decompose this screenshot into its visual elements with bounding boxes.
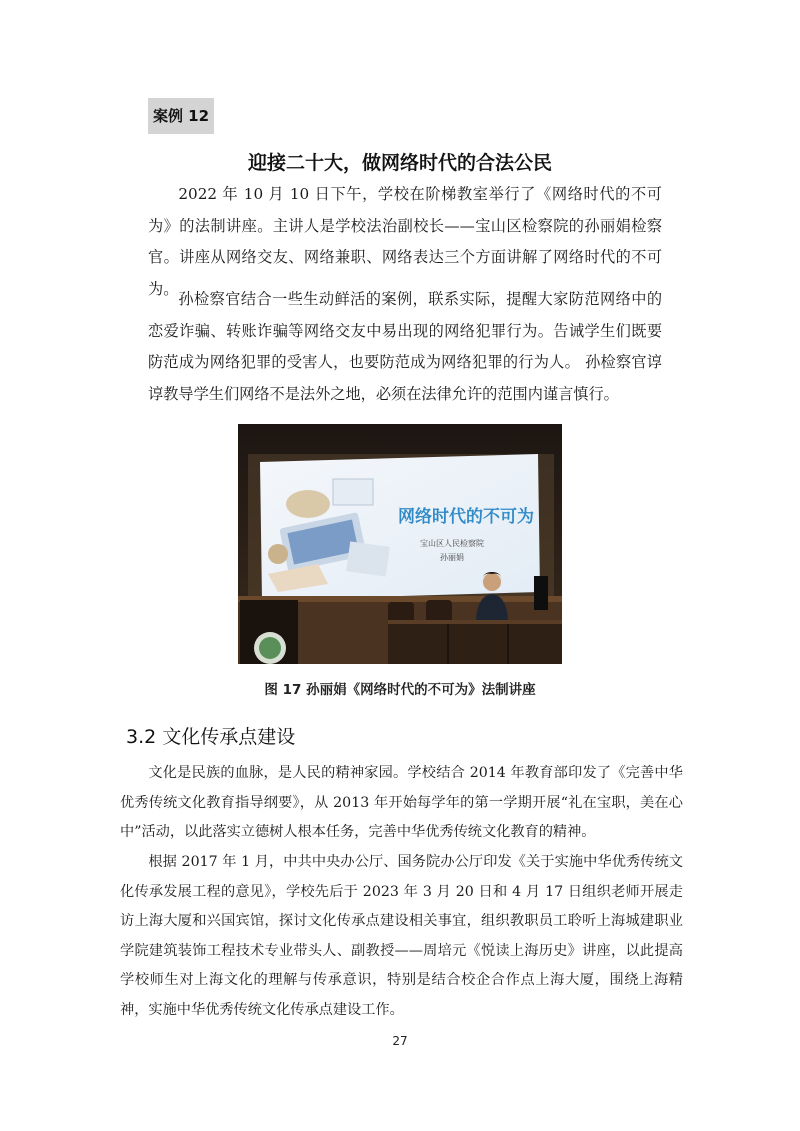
lecture-photo (238, 424, 562, 664)
figure-caption: 图 17 孙丽娟《网络时代的不可为》法制讲座 (264, 682, 536, 698)
article-paragraph-2: 孙检察官结合一些生动鲜活的案例，联系实际，提醒大家防范网络中的恋爱诈骗、转账诈骗等网络交友中易出现的网络犯罪行为。告诫学生们既要防范成为网络犯罪的受害人，也要防范成为网络犯罪的行为人。 孙检察官谆谆教导学生们网络不是法外之地，必须在法律允许的范围内谨言慎行。 (148, 290, 662, 403)
slide-org: 宝山区人民检察院 (420, 539, 484, 548)
slide-speaker: 孙丽娟 (440, 553, 464, 562)
article-title: 迎接二十大，做网络时代的合法公民 (247, 152, 552, 174)
article-paragraph-1: 2022 年 10 月 10 日下午，学校在阶梯教室举行了《网络时代的不可为》的法制讲座。主讲人是学校法治副校长——宝山区检察院的孙丽娟检察官。讲座从网络交友、网络兼职、网络表达三个方面讲解了网络时代的不可为。 (148, 185, 662, 298)
case-label: 案例 12 (148, 98, 214, 134)
slide-title: 网络时代的不可为 (398, 507, 534, 527)
section-paragraph-2: 根据 2017 年 1 月，中共中央办公厅、国务院办公厅印发《关于实施中华优秀传统文化传承发展工程的意见》，学校先后于 2023 年 3 月 20 日和 4 月 17 日组织老师开展走访上海大厦和兴国宾馆，探讨文化传承点建设相关事宜，组织教职员工聆听上海城建职业学院建筑装饰工程技术专业带头人、副教授——周培元《悦读上海历史》讲座，以此提高学校师生对上海文化的理解与传承意识，特别是结合校企合作点上海大厦，围绕上海精神，实施中华优秀传统文化传承点建设工作。 (120, 854, 683, 1018)
page-number: 27 (392, 1034, 408, 1048)
podium (240, 600, 298, 664)
section-paragraph-1: 文化是民族的血脉，是人民的精神家园。学校结合 2014 年教育部印发了《完善中华优秀传统文化教育指导纲要》，从 2013 年开始每学年的第一学期开展“礼在宝职，美在心中”活动，以此落实立德树人根本任务，完善中华优秀传统文化教育的精神。 (120, 765, 683, 840)
section-heading: 3.2 文化传承点建设 (126, 726, 296, 748)
